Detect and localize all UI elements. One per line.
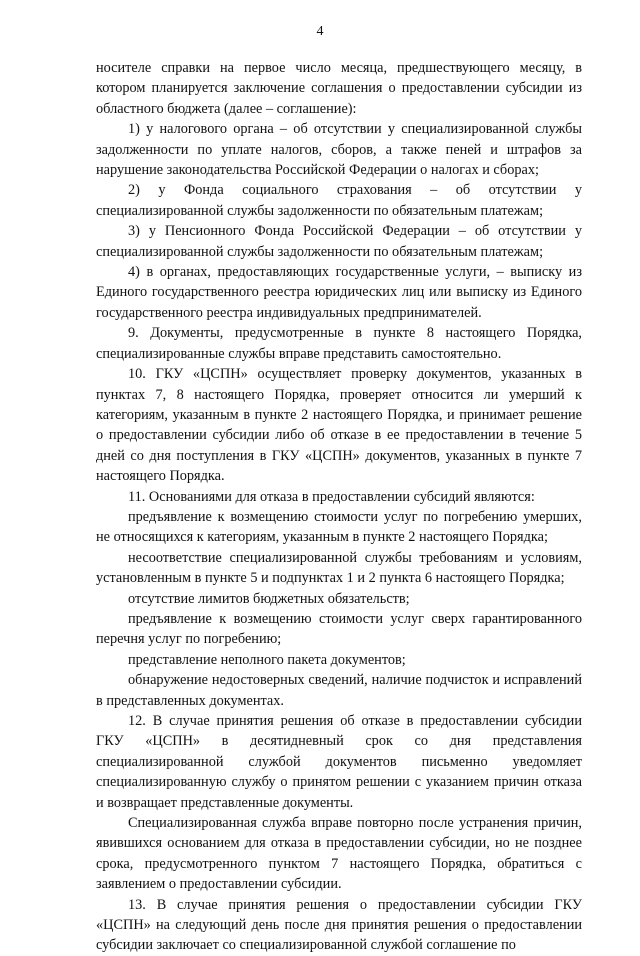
paragraph-clause-9: 9. Документы, предусмотренные в пункте 8 настоящего Порядка, специализированные службы вправе представить самостоятельно. [96,325,582,362]
paragraph-refusal-ground-6: обнаружение недостоверных сведений, наличие подчисток и исправлений в представленных документах. [96,672,582,709]
paragraph-item-2: 2) у Фонда социального страхования – об отсутствии у специализированной службы задолженности по обязательным платежам; [96,182,582,219]
document-body [96,58,582,956]
paragraph-clause-10: 10. ГКУ «ЦСПН» осуществляет проверку документов, указанных в пунктах 7, 8 настоящего Порядка, проверяет относится ли умерший к категориям, указанным в пункте 2 настоящего Порядка, и принимает решение о предоставлении субсидии либо об отказе в ее предоставлении в течение 5 дней со дня поступления в ГКУ «ЦСПН» документов, указанных в пункте 7 настоящего Порядка. [96,366,582,485]
paragraph-continuation: носителе справки на первое число месяца, предшествующего месяцу, в котором планируется заключение соглашения о предоставлении субсидии из областного бюджета (далее – соглашение): [96,60,582,117]
paragraph-clause-13: 13. В случае принятия решения о предоставлении субсидии ГКУ «ЦСПН» на следующий день после дня принятия решения о предоставлении субсидии заключает со специализированной службой соглашение по [96,896,582,954]
paragraph-refusal-ground-5: представление неполного пакета документов; [128,651,406,668]
paragraph-refusal-ground-1: предъявление к возмещению стоимости услуг по погребению умерших, не относящихся к категориям, указанным в пункте 2 настоящего Порядка; [96,508,582,546]
paragraph-item-3: 3) у Пенсионного Фонда Российской Федерации – об отсутствии у специализированной службы задолженности по обязательным платежам; [96,223,582,260]
paragraph-refusal-ground-2: несоответствие специализированной службы требованиям и условиям, установленным в пункте 5 и подпунктах 1 и 2 пункта 6 настоящего Порядка; [96,549,582,587]
paragraph-reapply: Специализированная служба вправе повторно после устранения причин, явившихся основанием для отказа в предоставлении субсидии, но не позднее срока, предусмотренного пунктом 7 настоящего Порядка, обратиться с заявлением о предоставлении субсидии. [96,815,582,893]
paragraph-item-1: 1) у налогового органа – об отсутствии у специализированной службы задолженности по уплате налогов, сборов, а также пеней и штрафов за нарушение законодательства Российской Федерации о налогах и сборах; [96,121,582,179]
page-number: 4 [316,24,324,39]
paragraph-clause-11: 11. Основаниями для отказа в предоставлении субсидий являются: [128,488,535,505]
paragraph-refusal-ground-4: предъявление к возмещению стоимости услуг сверх гарантированного перечня услуг по погребению; [96,610,582,648]
paragraph-clause-12: 12. В случае принятия решения об отказе в предоставлении субсидии ГКУ «ЦСПН» в десятидневный срок со дня представления специализированной службой документов письменно уведомляет специализированную службу о принятом решении с указанием причин отказа и возвращает представленные документы. [96,713,582,811]
paragraph-item-4: 4) в органах, предоставляющих государственные услуги, – выписку из Единого государственного реестра юридических лиц или выписку из Единого государственного реестра индивидуальных предпринимателей. [96,264,582,321]
paragraph-refusal-ground-3: отсутствие лимитов бюджетных обязательств; [128,590,410,607]
